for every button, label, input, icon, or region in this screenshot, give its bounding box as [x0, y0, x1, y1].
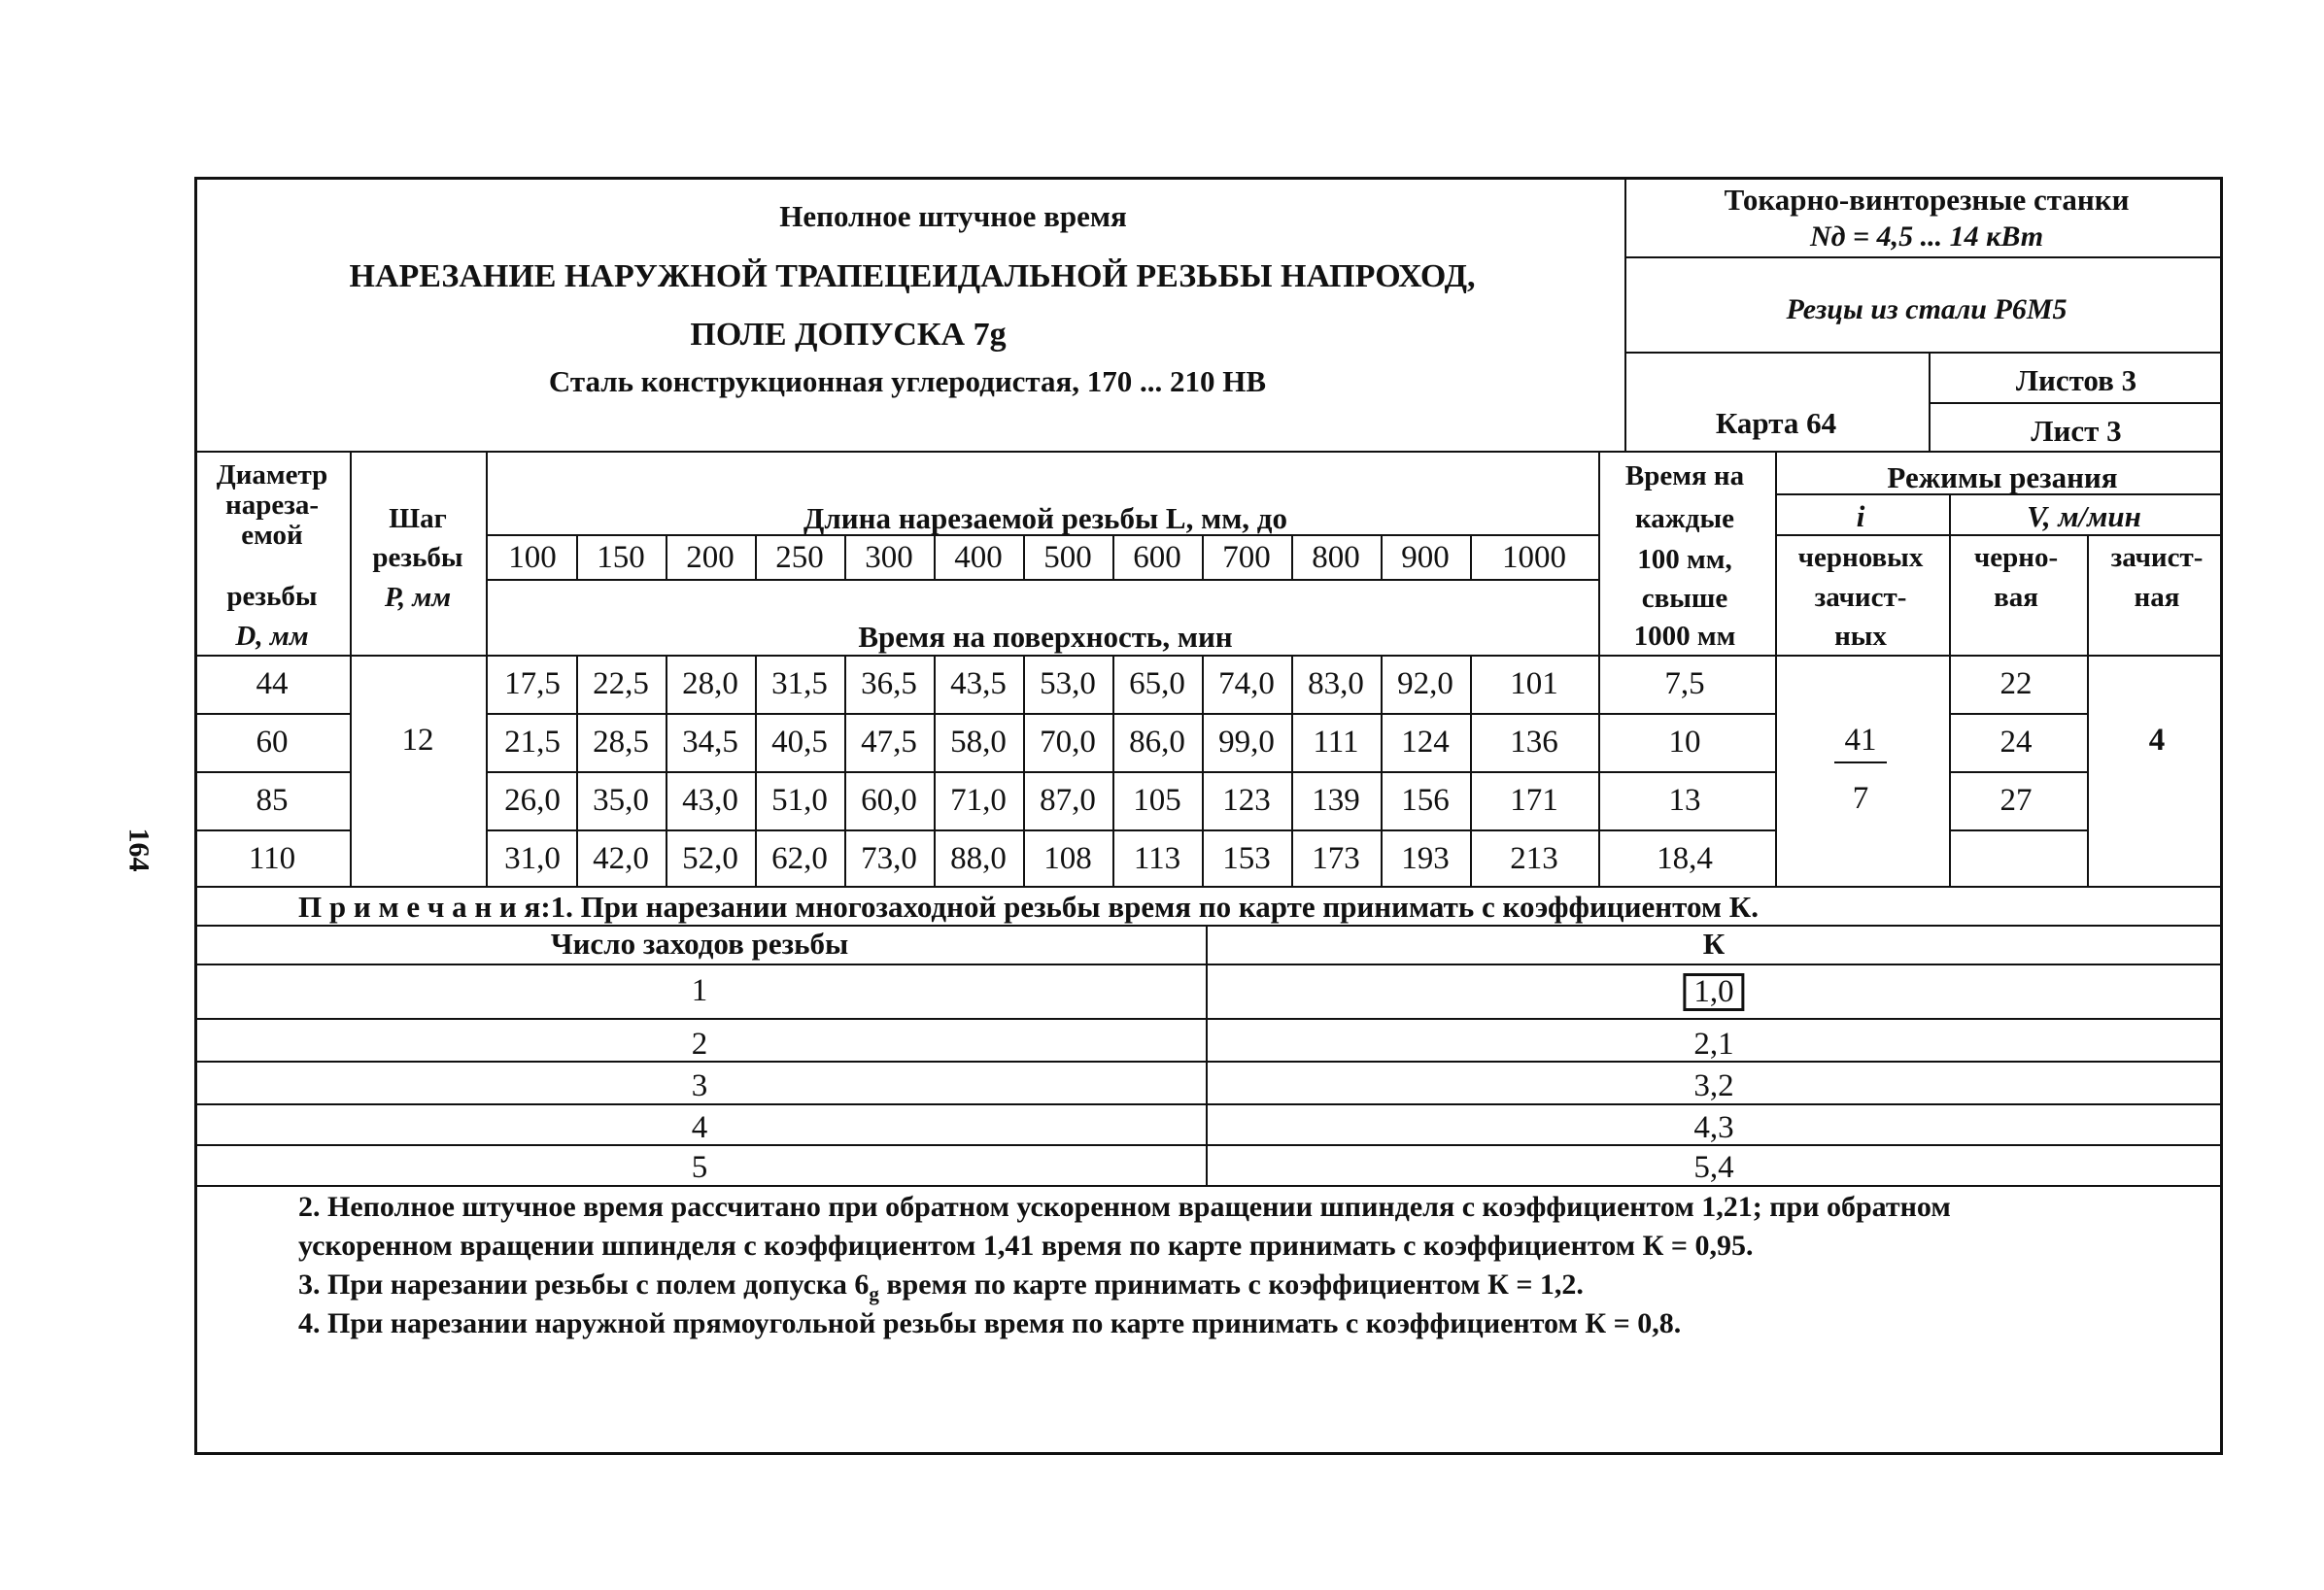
col-i-finish-line2: ных	[1834, 621, 1887, 652]
length-250: 250	[775, 540, 824, 575]
grid-v-extra	[1598, 451, 1600, 886]
v-rough-value: 24	[1999, 725, 2033, 760]
time-cell: 171	[1510, 783, 1558, 818]
time-cell: 88,0	[950, 841, 1007, 876]
col-diameter-line1: Диаметр	[216, 459, 328, 491]
grid-v-time	[666, 655, 667, 886]
length-200: 200	[686, 540, 735, 575]
note-2-line1: 2. Неполное штучное время рассчитано при обратном ускоренном вращении шпинделя с коэффициентом 1,21; при обратном	[298, 1191, 1951, 1223]
grid-h-row	[1949, 829, 2087, 831]
grid-v-length	[576, 534, 578, 579]
grid-h-row	[194, 829, 350, 831]
length-100: 100	[508, 540, 557, 575]
grid-v-iv	[1949, 493, 1951, 886]
extra-time-value: 10	[1668, 725, 1701, 760]
grid-v-vfinish	[2087, 655, 2089, 886]
grid-v-length	[1470, 534, 1472, 579]
extra-time-value: 18,4	[1657, 841, 1713, 876]
length-500: 500	[1043, 540, 1092, 575]
grid-v-length	[934, 534, 936, 579]
col-extra-line3: 100 мм,	[1637, 544, 1732, 575]
time-cell: 73,0	[861, 841, 917, 876]
time-cell: 153	[1222, 841, 1271, 876]
k-value: 4,3	[1693, 1110, 1734, 1145]
grid-v-vfinish-head	[2087, 534, 2089, 655]
time-cell: 43,0	[682, 783, 738, 818]
time-cell: 70,0	[1040, 725, 1096, 760]
starts-header: Число заходов резьбы	[550, 927, 849, 961]
time-cell: 113	[1133, 841, 1181, 876]
col-v: V, м/мин	[2027, 499, 2141, 533]
length-900: 900	[1401, 540, 1450, 575]
col-diameter-line2: нареза-	[224, 490, 320, 521]
grid-h-body-bottom	[194, 886, 2223, 888]
time-cell: 21,5	[504, 725, 561, 760]
grid-h-row	[486, 713, 1775, 715]
time-cell: 58,0	[950, 725, 1007, 760]
tool-material: Резцы из стали Р6М5	[1786, 293, 2068, 325]
starts-h	[194, 1144, 2223, 1146]
grid-v-time	[1112, 655, 1114, 886]
grid-v-length	[1291, 534, 1293, 579]
grid-v-time	[1470, 655, 1472, 886]
time-cell: 34,5	[682, 725, 738, 760]
col-extra-line5: 1000 мм	[1633, 621, 1736, 652]
grid-h-lengths-bottom	[486, 579, 1598, 581]
pitch-value: 12	[401, 723, 434, 758]
grid-h-row	[194, 713, 350, 715]
col-surface-time: Время на поверхность, мин	[858, 620, 1233, 654]
time-cell: 42,0	[593, 841, 649, 876]
length-1000: 1000	[1502, 540, 1566, 575]
grid-v-length	[844, 534, 846, 579]
col-v-finish-line1: зачист-	[2110, 542, 2204, 573]
grid-h-body-top	[194, 655, 2223, 657]
col-diameter-line3: емой	[241, 520, 303, 551]
time-cell: 60,0	[861, 783, 917, 818]
time-cell: 193	[1401, 841, 1450, 876]
time-cell: 105	[1133, 783, 1181, 818]
sheet-current: Лист 3	[2031, 414, 2122, 448]
grid-v-length	[1381, 534, 1383, 579]
starts-count: 2	[691, 1027, 708, 1062]
diameter-value: 44	[256, 666, 289, 701]
starts-h	[194, 1018, 2223, 1020]
length-600: 600	[1133, 540, 1181, 575]
length-300: 300	[865, 540, 913, 575]
k-header: К	[1702, 927, 1726, 961]
time-cell: 101	[1510, 666, 1558, 701]
starts-count: 5	[691, 1150, 708, 1185]
time-cell: 136	[1510, 725, 1558, 760]
time-cell: 17,5	[504, 666, 561, 701]
grid-h-iv	[1775, 534, 2223, 536]
note-2-line2: ускоренном вращении шпинделя с коэффициентом 1,41 время по карте принимать с коэффициентом К = 0,95.	[298, 1230, 1754, 1262]
time-cell: 35,0	[593, 783, 649, 818]
grid-v-time	[1291, 655, 1293, 886]
length-700: 700	[1222, 540, 1271, 575]
time-cell: 71,0	[950, 783, 1007, 818]
grid-v-length	[1202, 534, 1204, 579]
v-finish-value: 4	[2148, 723, 2166, 758]
page-title: НАРЕЗАНИЕ НАРУЖНОЙ ТРАПЕЦЕИДАЛЬНОЙ РЕЗЬБЫ НАПРОХОД,	[349, 258, 1476, 294]
page-title-line2: ПОЛЕ ДОПУСКА 7g	[690, 317, 1007, 353]
time-cell: 83,0	[1308, 666, 1364, 701]
grid-v-time	[755, 655, 757, 886]
grid-v-length	[486, 534, 488, 579]
time-cell: 40,5	[771, 725, 828, 760]
time-cell: 99,0	[1218, 725, 1275, 760]
v-rough-value: 27	[1999, 783, 2033, 818]
time-cell: 92,0	[1397, 666, 1453, 701]
col-pitch-line2: резьбы	[372, 542, 463, 573]
length-400: 400	[954, 540, 1003, 575]
header-divider	[1624, 177, 1626, 451]
time-cell: 123	[1222, 783, 1271, 818]
starts-count: 3	[691, 1068, 708, 1103]
time-cell: 156	[1401, 783, 1450, 818]
grid-h-row	[486, 829, 1775, 831]
starts-count: 1	[691, 973, 708, 1008]
time-cell: 36,5	[861, 666, 917, 701]
grid-h-row	[1949, 713, 2087, 715]
grid-v-time	[1202, 655, 1204, 886]
diameter-value: 60	[256, 725, 289, 760]
col-length-title: Длина нарезаемой резьбы L, мм, до	[803, 501, 1287, 535]
page-number: 164	[122, 828, 155, 872]
col-extra-line4: свыше	[1641, 583, 1728, 614]
k-value: 3,2	[1693, 1068, 1734, 1103]
grid-v-modes	[1775, 451, 1777, 886]
note-4: 4. При нарезании наружной прямоугольной резьбы время по карте принимать с коэффициентом К = 0,8.	[298, 1307, 1682, 1339]
col-v-finish-line2: ная	[2134, 582, 2180, 613]
starts-h	[194, 964, 2223, 965]
time-cell: 213	[1510, 841, 1558, 876]
time-cell: 173	[1312, 841, 1360, 876]
time-cell: 28,0	[682, 666, 738, 701]
time-cell: 22,5	[593, 666, 649, 701]
time-cell: 62,0	[771, 841, 828, 876]
starts-count: 4	[691, 1110, 708, 1145]
grid-v-time	[934, 655, 936, 886]
length-800: 800	[1312, 540, 1360, 575]
extra-time-value: 13	[1668, 783, 1701, 818]
time-cell: 31,0	[504, 841, 561, 876]
material: Сталь конструкционная углеродистая, 170 ... 210 НВ	[548, 364, 1267, 398]
time-cell: 108	[1043, 841, 1092, 876]
grid-h-modes	[1775, 493, 2223, 495]
time-cell: 111	[1313, 725, 1359, 760]
grid-h-row	[486, 771, 1775, 773]
v-rough-value: 22	[1999, 666, 2033, 701]
starts-h	[194, 1103, 2223, 1105]
i-finish-value: 7	[1852, 781, 1869, 816]
grid-v-length	[1023, 534, 1025, 579]
k-value: 2,1	[1693, 1027, 1734, 1062]
grid-h-row	[194, 771, 350, 773]
note-3: 3. При нарезании резьбы с полем допуска $6_g$ время по карте принимать с коэффициентом К = 1,2.	[298, 1269, 1584, 1305]
time-cell: 65,0	[1129, 666, 1185, 701]
time-cell: 47,5	[861, 725, 917, 760]
col-pitch-line3: P, мм	[384, 582, 452, 613]
diameter-value: 110	[248, 841, 296, 876]
header-subtitle: Неполное штучное время	[779, 199, 1127, 233]
time-cell: 53,0	[1040, 666, 1096, 701]
time-cell: 26,0	[504, 783, 561, 818]
machine-power: Nд = 4,5 ... 14 кВт	[1809, 220, 2044, 253]
grid-v-time	[844, 655, 846, 886]
note-1: П р и м е ч а н и я:1. При нарезании многозаходной резьбы время по карте принимать с коэффициентом К.	[298, 890, 1759, 924]
k-value: 5,4	[1693, 1150, 1734, 1185]
grid-v-time	[1023, 655, 1025, 886]
col-i-rough: черновых	[1797, 542, 1924, 573]
time-cell: 28,5	[593, 725, 649, 760]
grid-v-length	[755, 534, 757, 579]
time-cell: 86,0	[1129, 725, 1185, 760]
grid-v-time	[486, 655, 488, 886]
card-number: Карта 64	[1715, 406, 1837, 440]
grid-v-time	[576, 655, 578, 886]
time-cell: 51,0	[771, 783, 828, 818]
fraction-bar	[1834, 761, 1887, 763]
col-extra-line2: каждые	[1635, 503, 1734, 534]
time-cell: 124	[1401, 725, 1450, 760]
grid-v-length	[1112, 534, 1114, 579]
col-v-rough-line2: вая	[1994, 582, 2038, 613]
extra-time-value: 7,5	[1664, 666, 1705, 701]
time-cell: 43,5	[950, 666, 1007, 701]
time-cell: 139	[1312, 783, 1360, 818]
i-rough-value: 41	[1844, 723, 1877, 758]
time-cell: 31,5	[771, 666, 828, 701]
col-pitch-line1: Шаг	[389, 503, 447, 534]
col-modes: Режимы резания	[1887, 460, 2118, 494]
col-extra-line1: Время на	[1624, 460, 1745, 491]
time-cell: 52,0	[682, 841, 738, 876]
length-150: 150	[597, 540, 645, 575]
col-diameter-line4: резьбы	[226, 581, 318, 612]
k-value: 1,0	[1683, 973, 1744, 1011]
col-diameter-line5: D, мм	[235, 621, 309, 652]
machine-type: Токарно-винторезные станки	[1724, 183, 2130, 217]
time-cell: 74,0	[1218, 666, 1275, 701]
grid-h-row	[1949, 771, 2087, 773]
col-i: i	[1856, 499, 1865, 533]
grid-h-lengths-top	[486, 534, 1598, 536]
grid-v-time	[1381, 655, 1383, 886]
grid-v-diameter	[350, 451, 352, 886]
col-i-finish-line1: зачист-	[1814, 582, 1907, 613]
starts-h	[194, 1061, 2223, 1063]
sheets-total: Листов 3	[2015, 363, 2137, 397]
time-cell: 87,0	[1040, 783, 1096, 818]
col-v-rough-line1: черно-	[1973, 542, 2059, 573]
grid-v-length	[666, 534, 667, 579]
diameter-value: 85	[256, 783, 289, 818]
